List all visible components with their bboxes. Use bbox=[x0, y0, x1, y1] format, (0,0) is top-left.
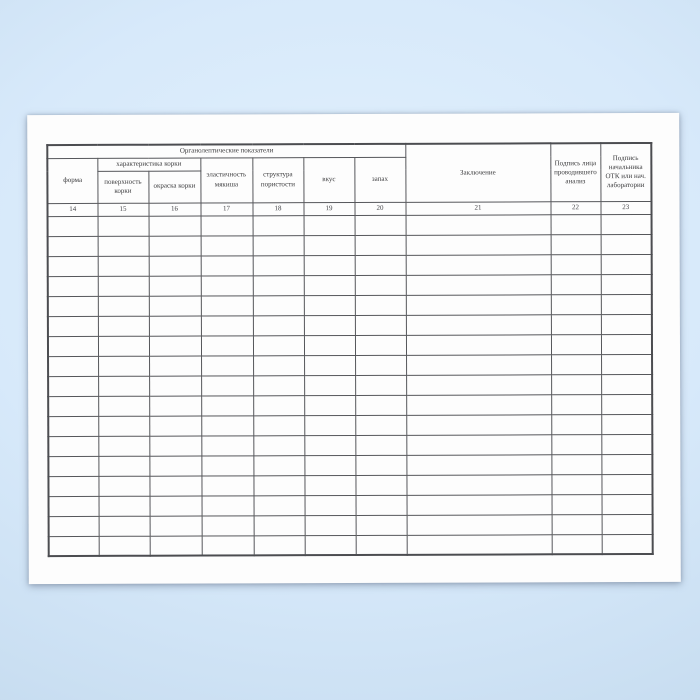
group-header-organoleptic: Органолептические показатели bbox=[47, 144, 405, 158]
empty-cell bbox=[355, 255, 406, 275]
empty-cell bbox=[601, 234, 652, 254]
empty-cell bbox=[48, 456, 98, 476]
empty-cell bbox=[48, 396, 98, 416]
empty-cell bbox=[355, 415, 406, 435]
empty-cell bbox=[253, 215, 304, 235]
empty-cell bbox=[305, 535, 356, 555]
empty-cell bbox=[304, 395, 355, 415]
column-header-taste: вкус bbox=[303, 157, 354, 202]
empty-cell bbox=[253, 475, 304, 495]
empty-cell bbox=[407, 494, 552, 515]
empty-cell bbox=[49, 536, 99, 556]
empty-cell bbox=[552, 534, 602, 554]
empty-cell bbox=[49, 516, 99, 536]
empty-row bbox=[48, 234, 652, 256]
column-header-crust-color: окраска корки bbox=[148, 171, 200, 203]
empty-cell bbox=[406, 254, 551, 275]
empty-cell bbox=[551, 374, 601, 394]
column-number: 18 bbox=[252, 202, 303, 215]
empty-cell bbox=[48, 316, 98, 336]
empty-cell bbox=[551, 314, 601, 334]
column-number: 20 bbox=[354, 202, 405, 215]
column-number: 17 bbox=[200, 202, 252, 215]
empty-cell bbox=[406, 474, 551, 495]
empty-cell bbox=[48, 376, 98, 396]
empty-cell bbox=[202, 495, 254, 515]
empty-cell bbox=[253, 435, 304, 455]
empty-cell bbox=[99, 536, 150, 556]
empty-cell bbox=[602, 494, 653, 514]
empty-cell bbox=[149, 376, 201, 396]
empty-row bbox=[48, 274, 652, 296]
empty-cell bbox=[253, 255, 304, 275]
empty-cell bbox=[149, 356, 201, 376]
empty-cell bbox=[201, 475, 253, 495]
empty-cell bbox=[602, 514, 653, 534]
empty-cell bbox=[406, 414, 551, 435]
column-number: 23 bbox=[601, 201, 652, 214]
empty-cell bbox=[48, 336, 98, 356]
empty-cell bbox=[551, 434, 601, 454]
empty-cell bbox=[149, 236, 201, 256]
empty-row bbox=[49, 514, 653, 536]
empty-cell bbox=[98, 316, 149, 336]
empty-cell bbox=[406, 294, 551, 315]
column-header-form: форма bbox=[47, 158, 97, 203]
empty-cell bbox=[601, 214, 652, 234]
empty-row bbox=[48, 454, 652, 476]
empty-cell bbox=[253, 335, 304, 355]
empty-cell bbox=[304, 415, 355, 435]
empty-cell bbox=[99, 516, 150, 536]
empty-cell bbox=[201, 275, 253, 295]
empty-cell bbox=[201, 355, 253, 375]
empty-cell bbox=[253, 355, 304, 375]
empty-cell bbox=[304, 215, 355, 235]
empty-cell bbox=[601, 474, 652, 494]
empty-cell bbox=[253, 455, 304, 475]
empty-cell bbox=[551, 454, 601, 474]
journal-table bbox=[46, 142, 653, 557]
table-body bbox=[48, 214, 653, 556]
empty-cell bbox=[201, 395, 253, 415]
empty-cell bbox=[355, 295, 406, 315]
column-number: 14 bbox=[47, 203, 97, 216]
empty-cell bbox=[99, 496, 150, 516]
empty-cell bbox=[201, 375, 253, 395]
empty-cell bbox=[406, 374, 551, 395]
empty-cell bbox=[356, 495, 407, 515]
empty-cell bbox=[355, 395, 406, 415]
empty-row bbox=[49, 534, 653, 556]
empty-cell bbox=[356, 515, 407, 535]
empty-row bbox=[48, 314, 652, 336]
empty-cell bbox=[406, 354, 551, 375]
column-header-crumb-elasticity: эластичность мякиша bbox=[200, 157, 252, 202]
empty-cell bbox=[551, 294, 601, 314]
empty-cell bbox=[201, 435, 253, 455]
empty-cell bbox=[253, 315, 304, 335]
empty-row bbox=[48, 334, 652, 356]
empty-cell bbox=[98, 256, 149, 276]
empty-cell bbox=[201, 335, 253, 355]
empty-cell bbox=[304, 475, 355, 495]
empty-cell bbox=[149, 216, 201, 236]
empty-row bbox=[48, 434, 652, 456]
empty-cell bbox=[253, 295, 304, 315]
empty-cell bbox=[304, 355, 355, 375]
empty-cell bbox=[48, 416, 98, 436]
empty-cell bbox=[552, 514, 602, 534]
empty-row bbox=[48, 354, 652, 376]
empty-cell bbox=[49, 496, 99, 516]
table-header bbox=[47, 143, 651, 216]
empty-cell bbox=[149, 296, 201, 316]
column-header-smell: запах bbox=[354, 157, 405, 202]
empty-cell bbox=[601, 314, 652, 334]
empty-cell bbox=[551, 354, 601, 374]
empty-cell bbox=[551, 214, 601, 234]
empty-cell bbox=[602, 534, 653, 554]
empty-cell bbox=[304, 435, 355, 455]
empty-cell bbox=[601, 414, 652, 434]
empty-cell bbox=[601, 294, 652, 314]
empty-cell bbox=[551, 254, 601, 274]
empty-cell bbox=[48, 276, 98, 296]
empty-cell bbox=[406, 394, 551, 415]
empty-cell bbox=[601, 274, 652, 294]
empty-cell bbox=[201, 215, 253, 235]
column-number: 19 bbox=[303, 202, 354, 215]
empty-cell bbox=[98, 476, 149, 496]
empty-cell bbox=[406, 274, 551, 295]
empty-cell bbox=[98, 416, 149, 436]
empty-cell bbox=[254, 535, 305, 555]
empty-cell bbox=[355, 355, 406, 375]
empty-cell bbox=[201, 235, 253, 255]
empty-cell bbox=[48, 256, 98, 276]
empty-cell bbox=[201, 415, 253, 435]
empty-cell bbox=[601, 374, 652, 394]
empty-cell bbox=[253, 275, 304, 295]
empty-cell bbox=[150, 536, 202, 556]
empty-cell bbox=[304, 455, 355, 475]
empty-cell bbox=[149, 476, 201, 496]
empty-cell bbox=[355, 475, 406, 495]
empty-cell bbox=[601, 354, 652, 374]
empty-cell bbox=[149, 256, 201, 276]
empty-cell bbox=[601, 454, 652, 474]
empty-cell bbox=[149, 276, 201, 296]
column-number: 21 bbox=[406, 201, 551, 215]
empty-cell bbox=[304, 255, 355, 275]
empty-row bbox=[48, 294, 652, 316]
empty-cell bbox=[355, 455, 406, 475]
empty-cell bbox=[201, 315, 253, 335]
empty-row bbox=[48, 414, 652, 436]
empty-cell bbox=[551, 334, 601, 354]
empty-cell bbox=[202, 515, 254, 535]
empty-cell bbox=[98, 336, 149, 356]
empty-cell bbox=[551, 474, 601, 494]
empty-cell bbox=[48, 436, 98, 456]
header-row-top bbox=[47, 143, 651, 158]
paper-sheet bbox=[27, 113, 681, 584]
empty-cell bbox=[355, 275, 406, 295]
empty-cell bbox=[355, 375, 406, 395]
empty-cell bbox=[406, 334, 551, 355]
empty-cell bbox=[601, 334, 652, 354]
empty-cell bbox=[406, 234, 551, 255]
empty-cell bbox=[304, 235, 355, 255]
empty-row bbox=[49, 494, 653, 516]
empty-cell bbox=[48, 296, 98, 316]
empty-cell bbox=[305, 495, 356, 515]
empty-cell bbox=[254, 495, 305, 515]
empty-cell bbox=[304, 275, 355, 295]
empty-cell bbox=[407, 534, 552, 555]
empty-cell bbox=[407, 514, 552, 535]
empty-cell bbox=[254, 515, 305, 535]
empty-cell bbox=[253, 415, 304, 435]
empty-cell bbox=[355, 435, 406, 455]
empty-cell bbox=[150, 496, 202, 516]
empty-cell bbox=[48, 476, 98, 496]
empty-cell bbox=[406, 454, 551, 475]
group-header-crust: характеристика корки bbox=[97, 158, 200, 171]
empty-cell bbox=[98, 356, 149, 376]
empty-cell bbox=[253, 235, 304, 255]
empty-cell bbox=[98, 296, 149, 316]
empty-cell bbox=[356, 535, 407, 555]
empty-cell bbox=[149, 396, 201, 416]
empty-cell bbox=[149, 336, 201, 356]
empty-cell bbox=[601, 254, 652, 274]
empty-cell bbox=[305, 515, 356, 535]
empty-cell bbox=[551, 274, 601, 294]
empty-cell bbox=[48, 356, 98, 376]
empty-cell bbox=[601, 434, 652, 454]
empty-cell bbox=[551, 414, 601, 434]
column-number: 15 bbox=[97, 203, 148, 216]
empty-cell bbox=[355, 235, 406, 255]
empty-cell bbox=[406, 214, 551, 235]
empty-cell bbox=[304, 375, 355, 395]
empty-row bbox=[48, 394, 652, 416]
empty-cell bbox=[48, 216, 98, 236]
empty-cell bbox=[304, 295, 355, 315]
empty-cell bbox=[150, 516, 202, 536]
empty-cell bbox=[355, 215, 406, 235]
empty-cell bbox=[304, 335, 355, 355]
column-number: 16 bbox=[148, 203, 200, 216]
empty-cell bbox=[406, 314, 551, 335]
column-header-crust-surface: поверхность корки bbox=[97, 171, 148, 203]
empty-cell bbox=[98, 216, 149, 236]
empty-cell bbox=[48, 236, 98, 256]
empty-cell bbox=[601, 394, 652, 414]
column-header-conclusion: Заключение bbox=[405, 143, 550, 202]
empty-cell bbox=[552, 494, 602, 514]
empty-cell bbox=[551, 234, 601, 254]
empty-cell bbox=[202, 535, 254, 555]
empty-cell bbox=[149, 416, 201, 436]
empty-cell bbox=[406, 434, 551, 455]
empty-cell bbox=[304, 315, 355, 335]
empty-cell bbox=[98, 376, 149, 396]
empty-cell bbox=[98, 276, 149, 296]
empty-cell bbox=[98, 456, 149, 476]
empty-cell bbox=[201, 295, 253, 315]
empty-cell bbox=[253, 395, 304, 415]
empty-cell bbox=[98, 436, 149, 456]
empty-cell bbox=[355, 315, 406, 335]
empty-cell bbox=[149, 316, 201, 336]
empty-cell bbox=[201, 255, 253, 275]
empty-row bbox=[48, 374, 652, 396]
empty-row bbox=[48, 474, 652, 496]
column-header-porosity-structure: структура пористости bbox=[252, 157, 303, 202]
empty-cell bbox=[98, 396, 149, 416]
empty-cell bbox=[201, 455, 253, 475]
empty-cell bbox=[551, 394, 601, 414]
empty-row bbox=[48, 214, 652, 236]
column-header-analyst-signature: Подпись лица проводившего анализ bbox=[550, 143, 600, 201]
empty-row bbox=[48, 254, 652, 276]
column-number: 22 bbox=[551, 201, 601, 214]
empty-cell bbox=[98, 236, 149, 256]
empty-cell bbox=[253, 375, 304, 395]
empty-cell bbox=[149, 456, 201, 476]
empty-cell bbox=[149, 436, 201, 456]
column-header-otk-head-signature: Подпись начальника ОТК или нач. лаборатории bbox=[600, 143, 651, 201]
empty-cell bbox=[355, 335, 406, 355]
